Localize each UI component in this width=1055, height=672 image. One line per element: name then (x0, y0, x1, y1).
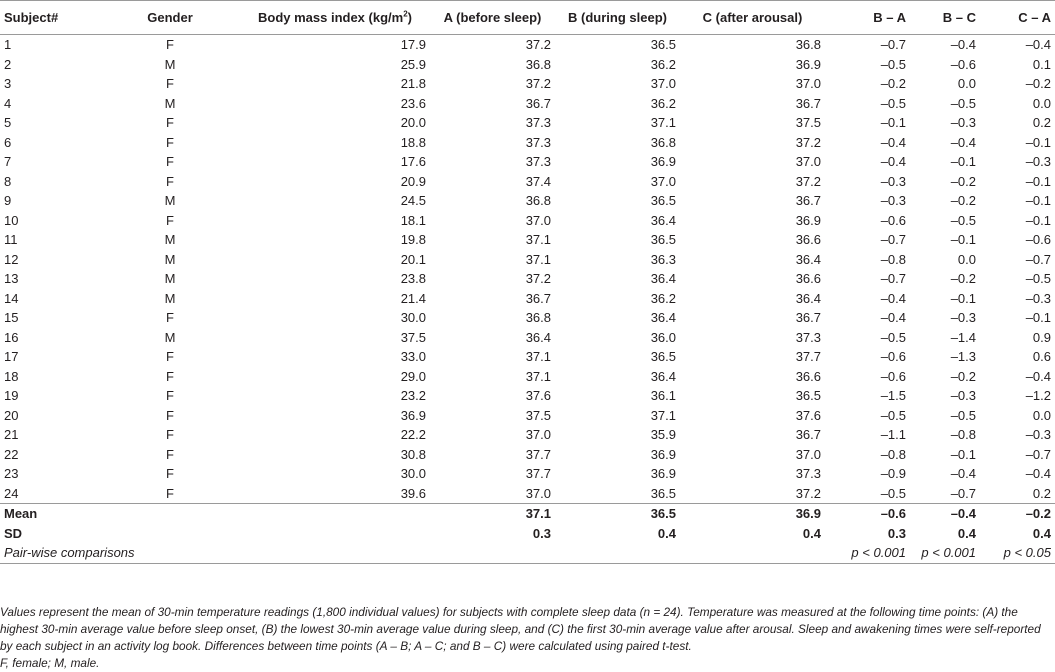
cell-c: 36.4 (795, 251, 821, 267)
table-row (0, 35, 1055, 55)
cell-c-minus-a: 0.2 (980, 484, 1055, 504)
cell-c: 36.9 (795, 56, 821, 72)
cell-subject: 24 (0, 484, 100, 504)
cell-a: 36.4 (525, 329, 551, 345)
cell-bmi: 37.5 (400, 329, 426, 345)
header-b-minus-c: B – C (910, 1, 980, 35)
cell-a: 36.8 (525, 193, 551, 208)
cell-subject: 19 (4, 388, 19, 403)
cell-subject: 15 (4, 310, 19, 325)
cell-bmi: 20.1 (400, 251, 426, 267)
cell-subject: 10 (4, 212, 19, 228)
cell-b: 36.8 (650, 134, 676, 150)
table-row (0, 55, 1055, 75)
cell-b-minus-c: –0.1 (950, 290, 976, 306)
cell-gender: F (166, 115, 174, 130)
cell-b-minus-a: –0.5 (880, 329, 906, 345)
cell-a: 36.7 (525, 95, 551, 111)
cell-b: 36.4 (650, 368, 676, 384)
cell-a: 36.7 (525, 290, 551, 306)
cell-b-minus-a: –0.3 (880, 193, 906, 208)
cell-c: 36.8 (795, 37, 821, 52)
cell-gender: F (166, 134, 174, 150)
table-row (0, 445, 1055, 465)
pairwise-c-minus-a: p < 0.05 (980, 543, 1055, 563)
cell-c: 37.0 (795, 154, 821, 169)
cell-gender: F (166, 173, 174, 189)
header-gender: Gender (100, 1, 240, 35)
cell-b-minus-c: –0.4 (950, 466, 976, 481)
cell-c-minus-a: –1.2 (1025, 388, 1051, 403)
cell-b-minus-a: –0.7 (880, 271, 906, 286)
header-row (0, 1, 1055, 35)
cell-b: 37.0 (650, 173, 676, 189)
cell-gender: M (164, 290, 176, 306)
cell-b: 36.4 (650, 212, 676, 228)
cell-b-minus-a: –0.4 (880, 154, 906, 169)
header-bmi (240, 1, 430, 35)
cell-c-minus-a: 0.2 (1032, 115, 1051, 130)
cell-a: 37.4 (525, 173, 551, 189)
pairwise-label: Pair-wise comparisons (0, 543, 825, 563)
cell-subject: 9 (4, 193, 12, 208)
cell-gender: F (166, 212, 174, 228)
cell-subject: 6 (4, 134, 12, 150)
cell-bmi: 23.2 (400, 388, 426, 403)
cell-bmi: 23.6 (400, 95, 426, 111)
header-bmi-sup: 2 (403, 9, 408, 19)
cell-c: 37.2 (795, 173, 821, 189)
cell-subject: 14 (4, 290, 19, 306)
table-row (0, 152, 1055, 172)
table-body (0, 35, 1055, 504)
cell-subject: 23 (4, 466, 19, 481)
table-row (0, 113, 1055, 133)
cell-c-minus-a: 0.1 (1032, 56, 1051, 72)
cell-c: 36.7 (795, 427, 821, 442)
cell-c-minus-a: –0.5 (1025, 271, 1051, 286)
cell-b-minus-a: –0.3 (880, 173, 906, 189)
cell-a: 37.5 (525, 407, 551, 423)
cell-b: 37.1 (650, 115, 676, 130)
cell-b: 36.4 (650, 310, 676, 325)
table-row (0, 211, 1055, 231)
cell-c-minus-a: 0.6 (1032, 349, 1051, 364)
cell-b-minus-c: –0.5 (950, 407, 976, 423)
cell-c-minus-a: –0.7 (1025, 446, 1051, 462)
cell-c: 36.4 (795, 290, 821, 306)
sd-b: 0.4 (657, 525, 676, 541)
mean-label: Mean (4, 506, 38, 521)
cell-c: 37.6 (795, 407, 821, 423)
pairwise-b-minus-a: p < 0.001 (825, 543, 910, 563)
cell-b: 36.5 (555, 484, 680, 504)
cell-c: 36.7 (795, 193, 821, 208)
cell-b-minus-a: –1.1 (880, 427, 906, 442)
cell-gender: F (166, 466, 174, 481)
table-row (0, 289, 1055, 309)
footnote-abbreviations: F, female; M, male. (0, 656, 100, 670)
cell-b-minus-a: –0.6 (880, 212, 906, 228)
cell-c: 36.5 (795, 388, 821, 403)
table-row (0, 133, 1055, 153)
cell-c: 37.7 (795, 349, 821, 364)
cell-c: 37.2 (680, 484, 825, 504)
pairwise-row (0, 543, 1055, 563)
cell-gender: M (164, 232, 176, 247)
cell-bmi: 29.0 (400, 368, 426, 384)
cell-b: 36.2 (650, 95, 676, 111)
mean-empty-gender (100, 504, 240, 524)
mean-empty-bmi (240, 504, 430, 524)
cell-a: 37.2 (525, 76, 551, 91)
cell-b: 36.2 (650, 56, 676, 72)
mean-row (0, 504, 1055, 524)
cell-gender: M (164, 95, 176, 111)
table-row (0, 425, 1055, 445)
table-row (0, 367, 1055, 387)
sd-c: 0.4 (802, 525, 821, 541)
cell-b-minus-a: –0.4 (880, 310, 906, 325)
cell-bmi: 23.8 (400, 271, 426, 286)
cell-subject: 20 (4, 407, 19, 423)
cell-gender: F (166, 349, 174, 364)
cell-bmi: 21.8 (400, 76, 426, 91)
cell-bmi: 39.6 (240, 484, 430, 504)
table-row (0, 406, 1055, 426)
cell-gender: F (166, 446, 174, 462)
table-row (0, 172, 1055, 192)
table-row (0, 94, 1055, 114)
cell-c-minus-a: –0.7 (1025, 251, 1051, 267)
cell-b-minus-c: 0.0 (957, 251, 976, 267)
cell-a: 37.3 (525, 115, 551, 130)
cell-c-minus-a: –0.1 (1025, 173, 1051, 189)
cell-bmi: 18.8 (400, 134, 426, 150)
cell-subject: 11 (4, 232, 18, 247)
sd-empty-gender (100, 524, 240, 544)
cell-b-minus-c: 0.0 (957, 76, 976, 91)
cell-b-minus-a: –0.7 (880, 232, 906, 247)
table-row (0, 230, 1055, 250)
cell-b-minus-c: –0.7 (910, 484, 980, 504)
cell-bmi: 30.0 (400, 466, 426, 481)
cell-b-minus-c: –0.4 (950, 134, 976, 150)
cell-subject: 16 (4, 329, 19, 345)
cell-b-minus-c: –0.1 (950, 232, 976, 247)
cell-b: 36.9 (650, 446, 676, 462)
header-a: A (before sleep) (430, 1, 555, 35)
cell-b-minus-c: –0.5 (950, 212, 976, 228)
cell-c: 36.7 (795, 310, 821, 325)
cell-bmi: 20.0 (400, 115, 426, 130)
cell-a: 37.2 (525, 271, 551, 286)
cell-b-minus-c: –0.2 (950, 193, 976, 208)
cell-bmi: 21.4 (400, 290, 426, 306)
cell-c-minus-a: –0.1 (1025, 193, 1051, 208)
cell-b-minus-a: –0.4 (880, 134, 906, 150)
cell-gender: F (166, 76, 174, 91)
cell-bmi: 19.8 (400, 232, 426, 247)
cell-b: 36.9 (650, 466, 676, 481)
cell-a: 37.3 (525, 134, 551, 150)
cell-b-minus-c: –1.3 (950, 349, 976, 364)
table-row (0, 386, 1055, 406)
cell-bmi: 36.9 (400, 407, 426, 423)
cell-b: 36.9 (650, 154, 676, 169)
cell-a: 37.0 (525, 427, 551, 442)
cell-b-minus-a: –0.5 (880, 56, 906, 72)
table-footnotes (0, 604, 1050, 672)
cell-b: 36.5 (650, 349, 676, 364)
cell-gender: M (164, 251, 176, 267)
cell-b-minus-c: –0.3 (950, 115, 976, 130)
cell-bmi: 20.9 (400, 173, 426, 189)
cell-gender: F (166, 37, 174, 52)
cell-c-minus-a: 0.0 (1032, 407, 1051, 423)
cell-c-minus-a: –0.3 (1025, 290, 1051, 306)
table-row (0, 347, 1055, 367)
cell-bmi: 25.9 (400, 56, 426, 72)
cell-a: 37.2 (525, 37, 551, 52)
cell-gender: F (166, 368, 174, 384)
cell-c: 36.7 (795, 95, 821, 111)
header-bmi-text: Body mass index (kg/m (257, 10, 404, 25)
cell-subject: 21 (4, 427, 19, 442)
cell-b-minus-c: –1.4 (950, 329, 976, 345)
cell-b-minus-c: –0.3 (950, 388, 976, 403)
table-row (0, 250, 1055, 270)
cell-b: 36.5 (650, 37, 676, 52)
cell-c: 36.9 (795, 212, 821, 228)
cell-c: 37.3 (795, 466, 821, 481)
table-row (0, 269, 1055, 289)
header-b-minus-a: B – A (825, 1, 910, 35)
cell-b-minus-c: –0.1 (950, 446, 976, 462)
cell-bmi: 33.0 (400, 349, 426, 364)
cell-subject: 8 (4, 173, 12, 189)
cell-c: 37.3 (795, 329, 821, 345)
cell-b-minus-c: –0.5 (950, 95, 976, 111)
cell-gender: F (166, 388, 174, 403)
cell-gender: F (166, 407, 174, 423)
cell-a: 37.3 (525, 154, 551, 169)
cell-bmi: 17.9 (400, 37, 426, 52)
cell-c-minus-a: –0.4 (1025, 368, 1051, 384)
table-row (0, 464, 1055, 484)
cell-a: 37.0 (430, 484, 555, 504)
header-c-minus-a: C – A (980, 1, 1055, 35)
table-row (0, 308, 1055, 328)
table-row (0, 484, 1055, 504)
mean-b-minus-c: –0.4 (950, 506, 976, 521)
cell-c-minus-a: –0.2 (1025, 76, 1051, 91)
cell-b: 37.0 (650, 76, 676, 91)
sd-b-minus-a: 0.3 (887, 525, 906, 541)
mean-c-minus-a: –0.2 (1025, 506, 1051, 521)
mean-b-minus-a: –0.6 (880, 506, 906, 521)
cell-c: 37.0 (795, 446, 821, 462)
cell-b-minus-c: –0.8 (950, 427, 976, 442)
cell-a: 36.8 (525, 310, 551, 325)
cell-gender: F (166, 427, 174, 442)
footnote-description: Values represent the mean of 30-min temperature readings (1,800 individual values) for subjects with complete sleep data (n = 24). Temperature was measured at the following time points: (A) the highest 30-min average value before sleep onset, (B) the lowest 30-min average value during sleep, and (C) the first 30-min average value after arousal. Sleep and awakening times were self-reported by each subject in an activity log book. Differences between time points (A – B; A – C; and B – C) were calculated using paired t-test. (0, 605, 1041, 653)
sd-row (0, 524, 1055, 544)
cell-b-minus-a: –0.5 (880, 95, 906, 111)
cell-c: 37.5 (795, 115, 821, 130)
cell-a: 37.1 (525, 251, 551, 267)
cell-a: 36.8 (525, 56, 551, 72)
cell-gender: M (164, 329, 176, 345)
cell-a: 37.7 (525, 466, 551, 481)
cell-b: 36.5 (650, 232, 676, 247)
cell-b-minus-a: –0.6 (880, 349, 906, 364)
cell-b-minus-c: –0.4 (950, 37, 976, 52)
cell-c-minus-a: 0.9 (1032, 329, 1051, 345)
table-row (0, 328, 1055, 348)
cell-c-minus-a: –0.4 (1025, 37, 1051, 52)
cell-b: 36.0 (650, 329, 676, 345)
cell-b-minus-a: –0.4 (880, 290, 906, 306)
cell-a: 37.1 (525, 232, 551, 247)
cell-gender: M (164, 56, 176, 72)
cell-c: 36.6 (795, 271, 821, 286)
cell-gender: F (166, 154, 174, 169)
cell-subject: 17 (4, 349, 19, 364)
cell-subject: 7 (4, 154, 12, 169)
cell-c-minus-a: –0.4 (1025, 466, 1051, 481)
cell-b-minus-a: –0.8 (880, 251, 906, 267)
cell-b: 36.3 (650, 251, 676, 267)
cell-gender: M (164, 271, 176, 286)
cell-a: 37.1 (525, 349, 551, 364)
sd-b-minus-c: 0.4 (957, 525, 976, 541)
pairwise-b-minus-c: p < 0.001 (910, 543, 980, 563)
cell-a: 37.1 (525, 368, 551, 384)
cell-bmi: 30.8 (400, 446, 426, 462)
cell-bmi: 22.2 (400, 427, 426, 442)
cell-c: 36.6 (795, 232, 821, 247)
cell-b-minus-a: –0.1 (880, 115, 906, 130)
cell-c: 37.0 (795, 76, 821, 91)
cell-subject: 1 (4, 37, 12, 52)
sd-c-minus-a: 0.4 (1032, 525, 1051, 541)
cell-b-minus-c: –0.2 (950, 173, 976, 189)
cell-b: 36.1 (650, 388, 676, 403)
cell-c-minus-a: –0.1 (1025, 310, 1051, 325)
cell-bmi: 30.0 (400, 310, 426, 325)
cell-c-minus-a: –0.6 (1025, 232, 1051, 247)
cell-gender: M (164, 193, 176, 208)
cell-c-minus-a: –0.1 (1025, 134, 1051, 150)
sd-label: SD (4, 525, 23, 541)
cell-subject: 12 (4, 251, 19, 267)
cell-subject: 3 (4, 76, 12, 91)
header-subject: Subject# (0, 1, 100, 35)
table-row (0, 74, 1055, 94)
cell-b: 36.4 (650, 271, 676, 286)
cell-a: 37.7 (525, 446, 551, 462)
cell-subject: 13 (4, 271, 19, 286)
mean-c: 36.9 (795, 506, 821, 521)
cell-b-minus-a: –0.5 (825, 484, 910, 504)
cell-c: 37.2 (795, 134, 821, 150)
cell-b: 36.2 (650, 290, 676, 306)
cell-b-minus-c: –0.2 (950, 271, 976, 286)
cell-b: 36.5 (650, 193, 676, 208)
cell-c-minus-a: –0.1 (1025, 212, 1051, 228)
cell-b-minus-a: –0.8 (880, 446, 906, 462)
cell-bmi: 24.5 (400, 193, 426, 208)
header-c: C (after arousal) (680, 1, 825, 35)
cell-gender: F (166, 310, 174, 325)
cell-c-minus-a: –0.3 (1025, 427, 1051, 442)
cell-c: 36.6 (795, 368, 821, 384)
cell-subject: 5 (4, 115, 12, 130)
cell-b: 37.1 (650, 407, 676, 423)
header-b: B (during sleep) (555, 1, 680, 35)
sd-a: 0.3 (532, 525, 551, 541)
cell-b: 35.9 (650, 427, 676, 442)
cell-c-minus-a: 0.0 (1032, 95, 1051, 111)
cell-b-minus-c: –0.3 (950, 310, 976, 325)
cell-b-minus-a: –1.5 (880, 388, 906, 403)
cell-b-minus-a: –0.2 (880, 76, 906, 91)
sd-empty-bmi (240, 524, 430, 544)
cell-bmi: 17.6 (400, 154, 426, 169)
table-row (0, 191, 1055, 211)
mean-b: 36.5 (650, 506, 676, 521)
cell-a: 37.0 (525, 212, 551, 228)
cell-subject: 4 (4, 95, 12, 111)
cell-b-minus-a: –0.6 (880, 368, 906, 384)
cell-b-minus-a: –0.7 (880, 37, 906, 52)
mean-a: 37.1 (525, 506, 551, 521)
cell-b-minus-c: –0.1 (950, 154, 976, 169)
cell-a: 37.6 (525, 388, 551, 403)
cell-subject: 18 (4, 368, 19, 384)
cell-b-minus-c: –0.6 (950, 56, 976, 72)
cell-c-minus-a: –0.3 (1025, 154, 1051, 169)
cell-b-minus-a: –0.9 (880, 466, 906, 481)
header-bmi-close: ) (407, 10, 412, 25)
cell-bmi: 18.1 (400, 212, 426, 228)
cell-subject: 2 (4, 56, 12, 72)
cell-gender: F (100, 484, 240, 504)
cell-b-minus-c: –0.2 (950, 368, 976, 384)
cell-b-minus-a: –0.5 (880, 407, 906, 423)
cell-subject: 22 (4, 446, 19, 462)
